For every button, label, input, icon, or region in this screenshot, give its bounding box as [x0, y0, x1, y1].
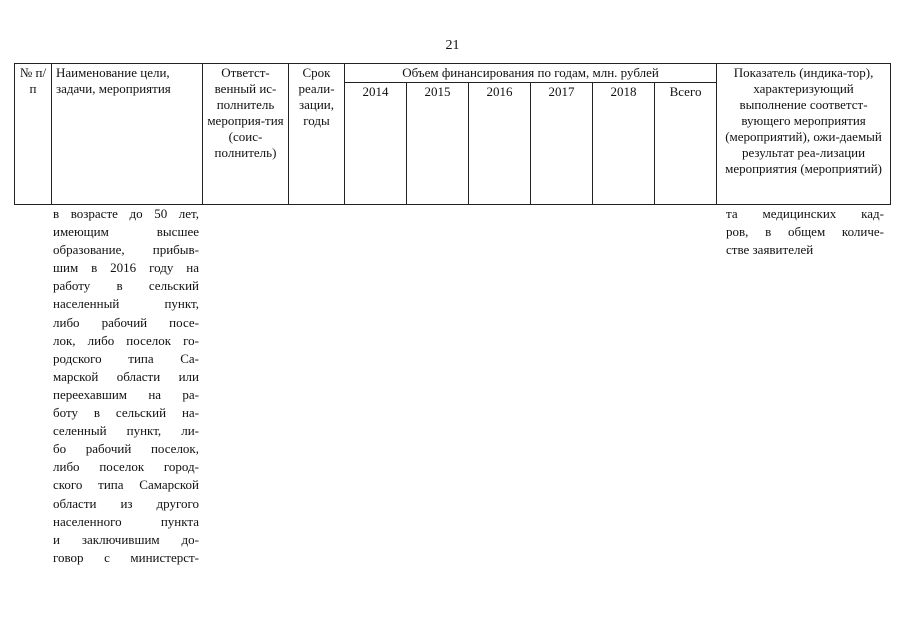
- header-year-2015: 2015: [407, 83, 469, 205]
- header-year-2016: 2016: [469, 83, 531, 205]
- continuation-indicator-text: та медицинских кад- ров, в общем количе- стве заявителей: [726, 206, 884, 258]
- header-number: № п/п: [15, 64, 52, 205]
- header-indicator: Показатель (индика-тор), характеризующий выполнение соответст-вующего мероприятия (мероприятий), ожи-даемый результат реа-лизации мероприятия (мероприятий): [717, 64, 891, 205]
- page-number: 21: [445, 38, 460, 53]
- header-year-2017: 2017: [531, 83, 593, 205]
- header-name: Наименование цели, задачи, мероприятия: [52, 64, 203, 205]
- header-term: Срок реали-зации, годы: [289, 64, 345, 205]
- program-table-header: [14, 63, 891, 205]
- header-year-2014: 2014: [345, 83, 407, 205]
- header-year-2018: 2018: [593, 83, 655, 205]
- continuation-name-text: в возрасте до 50 лет, имеющим высшее образование, прибыв- шим в 2016 году на работу в сельский населенный пункт, либо рабочий посе- лок, либо поселок го- родского типа Са- марской области или переехавшим на ра- боту в сельский на- селенный пункт, ли- бо рабочий поселок, либо поселок город- ского типа Самарской области из другого населенного пункта и заключившим до- говор с министерст-: [53, 206, 199, 565]
- header-responsible: Ответст-венный ис-полнитель мероприя-тия (соис-полнитель): [203, 64, 289, 205]
- header-year-total: Всего: [655, 83, 717, 205]
- header-funding: Объем финансирования по годам, млн. рублей: [345, 64, 717, 83]
